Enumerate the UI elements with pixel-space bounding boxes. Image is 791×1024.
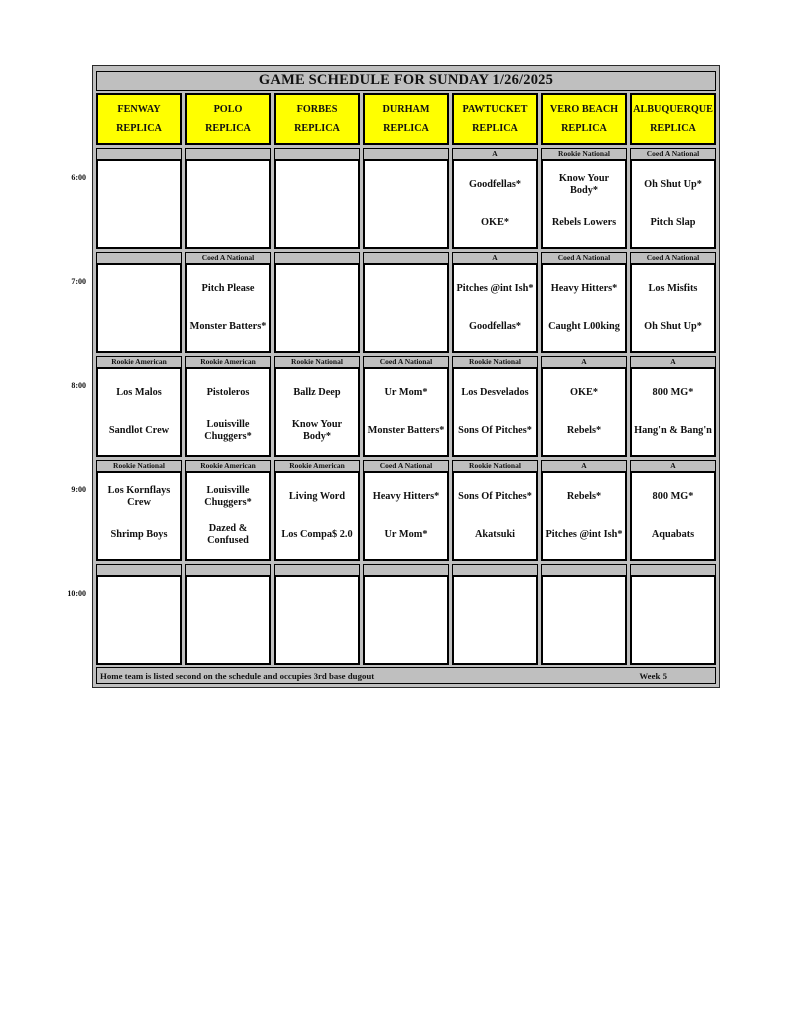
away-team — [634, 582, 712, 620]
game-cell — [541, 264, 627, 353]
game-cell — [274, 368, 360, 457]
league-cell — [541, 564, 627, 576]
home-team — [278, 620, 356, 658]
venue-replica-label: REPLICA — [383, 123, 429, 135]
game-cell — [630, 576, 716, 665]
games-row — [96, 160, 716, 249]
away-team — [278, 582, 356, 620]
away-team — [278, 166, 356, 204]
away-team — [189, 582, 267, 620]
home-team: Rebels Lowers — [551, 216, 617, 228]
home-team: Hang'n & Bang'n — [634, 424, 712, 436]
game-cell — [630, 160, 716, 249]
league-cell: Rookie American — [185, 356, 271, 368]
game-cell — [274, 472, 360, 561]
home-team — [100, 620, 178, 658]
game-cell — [363, 472, 449, 561]
home-team — [278, 308, 356, 346]
league-cell: Coed A National — [541, 252, 627, 264]
venue-name: PAWTUCKET — [462, 103, 528, 115]
home-team: Oh Shut Up* — [644, 320, 702, 332]
home-team — [100, 308, 178, 346]
home-team-note: Home team is listed second on the schedule and occupies 3rd base dugout — [100, 670, 375, 681]
venue-name: VERO BEACH — [549, 103, 619, 115]
league-cell: Rookie American — [185, 460, 271, 472]
home-team: Akatsuki — [474, 528, 516, 540]
league-cell: Rookie National — [274, 356, 360, 368]
game-cell — [274, 160, 360, 249]
schedule-table — [92, 65, 720, 688]
home-team: Pitches @int Ish* — [545, 528, 623, 540]
game-cell — [452, 160, 538, 249]
venue-header-cell — [96, 93, 182, 145]
game-cell — [452, 472, 538, 561]
away-team — [278, 270, 356, 308]
league-cell — [274, 148, 360, 160]
home-team — [367, 308, 445, 346]
league-cell: Coed A National — [185, 252, 271, 264]
home-team: Caught L00king — [548, 320, 620, 332]
venue-name: DURHAM — [382, 103, 430, 115]
game-cell — [452, 264, 538, 353]
game-cell — [363, 576, 449, 665]
league-cell: A — [541, 460, 627, 472]
venue-replica-label: REPLICA — [472, 123, 518, 135]
venue-name: ALBUQUERQUE — [633, 103, 713, 115]
games-row — [96, 472, 716, 561]
game-cell — [96, 160, 182, 249]
away-team: Ur Mom* — [384, 386, 428, 398]
game-cell — [452, 576, 538, 665]
league-cell — [274, 564, 360, 576]
home-team: Pitch Slap — [650, 216, 696, 228]
game-cell — [274, 576, 360, 665]
game-cell — [96, 576, 182, 665]
home-team: OKE* — [480, 216, 510, 228]
away-team — [367, 270, 445, 308]
away-team: Los Desvelados — [461, 386, 529, 398]
league-band-row — [96, 564, 716, 576]
home-team — [189, 620, 267, 658]
venue-header-cell — [452, 93, 538, 145]
home-team: Aquabats — [651, 528, 695, 540]
league-cell — [452, 564, 538, 576]
home-team: Sons Of Pitches* — [458, 424, 532, 436]
league-band-row — [96, 356, 716, 368]
venue-name: FORBES — [296, 103, 338, 115]
league-cell — [96, 148, 182, 160]
game-cell — [96, 472, 182, 561]
away-team — [100, 270, 178, 308]
league-cell: Rookie American — [274, 460, 360, 472]
home-team: Know Your Body* — [291, 418, 343, 442]
league-cell — [274, 252, 360, 264]
game-cell — [185, 576, 271, 665]
away-team — [100, 582, 178, 620]
home-team — [100, 204, 178, 242]
home-team: Los Compa$ 2.0 — [281, 528, 353, 540]
venue-name: POLO — [213, 103, 243, 115]
league-cell: Rookie National — [452, 356, 538, 368]
game-cell — [630, 368, 716, 457]
home-team: Sandlot Crew — [108, 424, 170, 436]
away-team: Goodfellas* — [468, 178, 522, 190]
venue-replica-label: REPLICA — [116, 123, 162, 135]
league-cell: A — [630, 460, 716, 472]
games-row — [96, 368, 716, 457]
league-cell: A — [541, 356, 627, 368]
league-cell: Coed A National — [630, 252, 716, 264]
home-team: Monster Batters* — [367, 424, 445, 436]
league-cell: Rookie National — [452, 460, 538, 472]
game-cell — [541, 368, 627, 457]
game-cell — [185, 368, 271, 457]
away-team — [367, 166, 445, 204]
league-cell: Coed A National — [630, 148, 716, 160]
away-team: Pitch Please — [201, 282, 255, 294]
away-team: Pitches @int Ish* — [456, 282, 534, 294]
league-cell — [96, 252, 182, 264]
away-team: Los Kornflays Crew — [107, 484, 171, 508]
game-cell — [452, 368, 538, 457]
away-team — [367, 582, 445, 620]
game-cell — [363, 368, 449, 457]
league-cell: A — [630, 356, 716, 368]
league-band-row — [96, 148, 716, 160]
away-team — [545, 582, 623, 620]
away-team: Living Word — [288, 490, 346, 502]
away-team — [189, 166, 267, 204]
league-cell — [630, 564, 716, 576]
away-team: Los Malos — [116, 386, 162, 398]
league-cell — [363, 252, 449, 264]
venue-header-cell — [541, 93, 627, 145]
league-band-row — [96, 252, 716, 264]
venue-header-cell — [630, 93, 716, 145]
venue-name: FENWAY — [117, 103, 161, 115]
time-slot-label: 9:00 — [71, 485, 86, 494]
game-cell — [363, 160, 449, 249]
away-team: Louisville Chuggers* — [204, 484, 252, 508]
away-team: Know Your Body* — [558, 172, 610, 196]
game-cell — [96, 368, 182, 457]
home-team — [278, 204, 356, 242]
league-cell — [185, 564, 271, 576]
away-team — [456, 582, 534, 620]
venue-replica-label: REPLICA — [294, 123, 340, 135]
home-team: Rebels* — [566, 424, 602, 436]
league-cell: Coed A National — [363, 356, 449, 368]
game-cell — [185, 160, 271, 249]
home-team: Goodfellas* — [468, 320, 522, 332]
home-team — [545, 620, 623, 658]
home-team — [367, 620, 445, 658]
time-slot-label: 8:00 — [71, 381, 86, 390]
time-slot-label: 10:00 — [67, 589, 86, 598]
game-cell — [185, 264, 271, 353]
game-cell — [96, 264, 182, 353]
home-team: Monster Batters* — [189, 320, 267, 332]
league-cell — [185, 148, 271, 160]
games-row — [96, 264, 716, 353]
home-team: Louisville Chuggers* — [204, 418, 252, 442]
league-cell: Rookie National — [96, 460, 182, 472]
game-cell — [185, 472, 271, 561]
home-team: Shrimp Boys — [110, 528, 168, 540]
venue-header-cell — [185, 93, 271, 145]
league-band-row — [96, 460, 716, 472]
away-team: Oh Shut Up* — [644, 178, 702, 190]
venue-replica-label: REPLICA — [561, 123, 607, 135]
home-team: Dazed & Confused — [207, 522, 249, 546]
away-team: Heavy Hitters* — [550, 282, 618, 294]
games-row — [96, 576, 716, 665]
league-cell: Rookie National — [541, 148, 627, 160]
footer-bar — [96, 667, 716, 684]
venue-header-row — [96, 93, 716, 145]
home-team — [634, 620, 712, 658]
week-label: Week 5 — [639, 670, 667, 681]
time-slot-label: 7:00 — [71, 277, 86, 286]
league-cell: Rookie American — [96, 356, 182, 368]
schedule-body — [96, 148, 716, 665]
game-cell — [630, 264, 716, 353]
home-team — [189, 204, 267, 242]
game-cell — [541, 160, 627, 249]
away-team: 800 MG* — [652, 386, 694, 398]
league-cell — [96, 564, 182, 576]
away-team: Pistoleros — [206, 386, 250, 398]
away-team: 800 MG* — [652, 490, 694, 502]
game-cell — [363, 264, 449, 353]
venue-header-cell — [274, 93, 360, 145]
game-cell — [541, 472, 627, 561]
league-cell — [363, 148, 449, 160]
league-cell: A — [452, 252, 538, 264]
home-team — [367, 204, 445, 242]
away-team: OKE* — [569, 386, 599, 398]
away-team: Los Misfits — [648, 282, 698, 294]
game-cell — [541, 576, 627, 665]
venue-replica-label: REPLICA — [205, 123, 251, 135]
home-team — [456, 620, 534, 658]
away-team — [100, 166, 178, 204]
home-team: Ur Mom* — [384, 528, 428, 540]
league-cell: Coed A National — [363, 460, 449, 472]
game-cell — [630, 472, 716, 561]
away-team: Sons Of Pitches* — [458, 490, 532, 502]
away-team: Ballz Deep — [293, 386, 341, 398]
venue-header-cell — [363, 93, 449, 145]
league-cell: A — [452, 148, 538, 160]
away-team: Rebels* — [566, 490, 602, 502]
schedule-title: GAME SCHEDULE FOR SUNDAY 1/26/2025 — [96, 71, 716, 91]
time-slot-label: 6:00 — [71, 173, 86, 182]
away-team: Heavy Hitters* — [372, 490, 440, 502]
venue-replica-label: REPLICA — [650, 123, 696, 135]
game-cell — [274, 264, 360, 353]
league-cell — [363, 564, 449, 576]
